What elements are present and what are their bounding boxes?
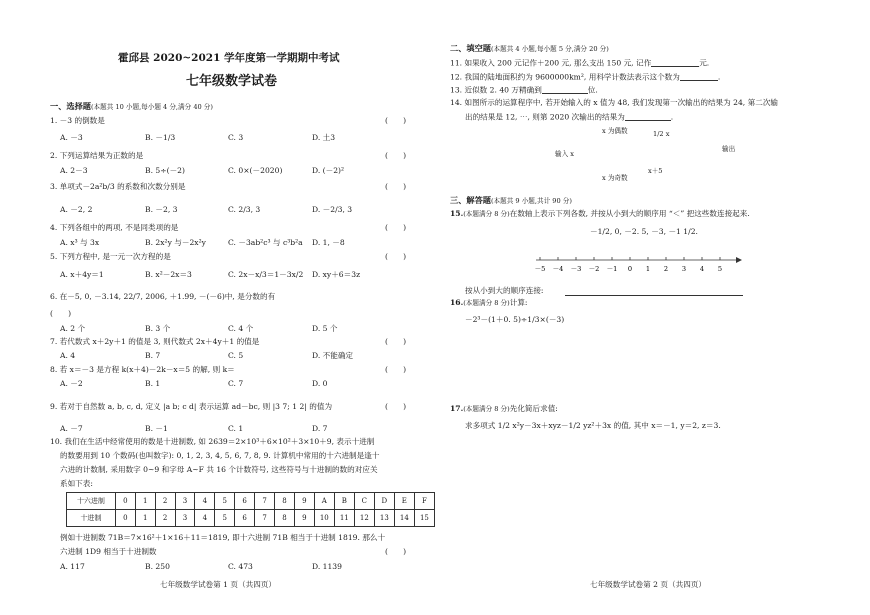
q4-option-a[interactable]: A. x³ 与 3x <box>60 238 100 247</box>
q3-option-c[interactable]: C. 2/3, 3 <box>228 205 261 214</box>
q7-option-c[interactable]: C. 5 <box>228 351 244 360</box>
q2-option-d[interactable]: D. (－2)² <box>312 166 345 175</box>
q8-option-c[interactable]: C. 7 <box>228 379 244 388</box>
hex-cell: 3 <box>175 493 195 510</box>
q4-option-c[interactable]: C. －3ab²c³ 与 c³b²a <box>228 238 303 247</box>
dec-cell: 3 <box>175 510 195 527</box>
question-7: 7. 若代数式 x＋2y＋1 的值是 3, 则代数式 2x＋4y＋1 的值是 <box>50 337 260 346</box>
question-10-line-1: 10. 我们在生活中经常使用的数是十进制数, 如 2639＝2×10³＋6×10²＋3×10＋9, 表示十进制 <box>50 437 375 446</box>
q12-text: 12. 我国的陆地面积约为 9600000km², 用科学计数法表示这个数为 <box>450 72 680 82</box>
dec-cell: 0 <box>115 510 135 527</box>
question-10-answer-paren[interactable]: ( ) <box>385 547 407 556</box>
q8-option-b[interactable]: B. 1 <box>145 379 161 388</box>
hex-cell: 6 <box>235 493 255 510</box>
q17-expression: 求多项式 1/2 x²y－3x＋xyz－1/2 yz²＋3x 的值, 其中 x＝－1, y＝2, z＝3. <box>465 421 721 430</box>
q17-note: (本题满分 8 分) <box>463 405 510 413</box>
question-7-answer-paren[interactable]: ( ) <box>385 337 407 346</box>
q5-option-d[interactable]: D. xy＋6＝3z <box>312 270 361 279</box>
question-10-line-5: 例如十进制数 71B＝7×16²＋1×16＋11＝1819, 即十六进制 71B 相当于十进制 1819. 那么十 <box>60 533 386 542</box>
dec-cell: 2 <box>155 510 175 527</box>
dec-cell: 6 <box>235 510 255 527</box>
hex-cell: 9 <box>294 493 314 510</box>
q5-option-c[interactable]: C. 2x－x/3＝1－3x/2 <box>228 270 304 279</box>
q3-option-a[interactable]: A. －2, 2 <box>60 205 93 214</box>
section-2-note: (本题共 4 小题,每小题 5 分,满分 20 分) <box>490 45 609 53</box>
hex-cell: E <box>394 493 414 510</box>
exam-subtitle: 七年级数学试卷 <box>186 74 278 89</box>
q7-option-b[interactable]: B. 7 <box>145 351 161 360</box>
dec-cell: 4 <box>195 510 215 527</box>
axis-tick-label: －5 <box>534 265 546 273</box>
axis-tick-label: 4 <box>699 265 705 273</box>
question-11 <box>450 59 709 67</box>
q6-option-c[interactable]: C. 4 个 <box>228 324 254 333</box>
q4-option-d[interactable]: D. 1, －8 <box>312 238 345 247</box>
section-3-note: (本题共 9 小题,共计 90 分) <box>490 197 572 205</box>
question-6: 6. 在－5, 0, －3.14, 22/7, 2006, ＋1.99, －(－6)中, 是分数的有 <box>50 292 276 301</box>
q1-option-d[interactable]: D. 土3 <box>312 133 336 142</box>
question-15 <box>450 210 750 218</box>
number-line-arrow <box>736 257 742 263</box>
q15-order-answer-line[interactable] <box>565 295 743 296</box>
q16-text: 计算: <box>509 298 528 307</box>
question-1-answer-paren[interactable]: ( ) <box>385 116 407 125</box>
axis-tick-label: 0 <box>627 265 633 273</box>
q9-option-d[interactable]: D. 7 <box>312 424 328 433</box>
question-10-line-3: 六进的计数制, 采用数字 0~9 和字母 A~F 共 16 个计数符号, 这些符号与十进制的数的对应关 <box>60 465 378 474</box>
q6-option-b[interactable]: B. 3 个 <box>145 324 171 333</box>
question-10-line-2: 的数要用到 10 个数码(也叫数字): 0, 1, 2, 3, 4, 5, 6, 7, 8, 9. 计算机中常用的十六进制是逢十 <box>60 451 380 460</box>
q1-option-c[interactable]: C. 3 <box>228 133 244 142</box>
q5-option-b[interactable]: B. x²－2x＝3 <box>145 270 192 279</box>
flow-even-label: x 为偶数 <box>602 127 628 135</box>
q12-answer-blank[interactable] <box>680 72 721 82</box>
axis-tick-label: 1 <box>645 265 651 273</box>
q16-note: (本题满分 8 分) <box>463 299 510 307</box>
question-17 <box>450 405 558 413</box>
question-4: 4. 下列各组中的两项, 不是同类项的是 <box>50 223 179 232</box>
q15-numbers: －1/2, 0, －2. 5, －3, －1 1/2. <box>590 227 698 236</box>
q8-option-a[interactable]: A. －2 <box>60 379 83 388</box>
axis-tick-label: －1 <box>606 265 618 273</box>
number-line-ticks <box>535 257 723 273</box>
flow-half-box: 1/2 x <box>653 130 670 138</box>
axis-tick-label: －3 <box>570 265 582 273</box>
question-16 <box>450 299 527 307</box>
flow-input-label: 输入 x <box>555 150 575 158</box>
q6-option-d[interactable]: D. 5 个 <box>312 324 338 333</box>
question-2: 2. 下列运算结果为正数的是 <box>50 151 144 160</box>
q17-text: 先化简后求值: <box>509 404 558 413</box>
hex-cell: 0 <box>115 493 135 510</box>
question-9: 9. 若对于自然数 a, b, c, d, 定义 |a b; c d| 表示运算 ad－bc, 则 |3 7; 1 2| 的值为 <box>50 402 333 411</box>
flow-odd-label: x 为奇数 <box>602 174 628 182</box>
hex-cell: 4 <box>195 493 215 510</box>
dec-row <box>67 510 435 527</box>
q14-end: . <box>670 112 674 122</box>
q9-option-b[interactable]: B. －1 <box>145 424 168 433</box>
q1-option-a[interactable]: A. －3 <box>60 133 83 142</box>
question-5-answer-paren[interactable]: ( ) <box>385 252 407 261</box>
flow-plus5-box: x＋5 <box>648 167 663 175</box>
hex-cell: 2 <box>155 493 175 510</box>
axis-tick-label: 5 <box>717 265 723 273</box>
question-3-answer-paren[interactable]: ( ) <box>385 182 407 191</box>
section-1-title: 一、选择题 <box>50 101 91 111</box>
hex-cell: A <box>314 493 334 510</box>
question-10-line-6: 六进制 1D9 相当于十进制数 <box>60 547 157 556</box>
dec-cell: 15 <box>414 510 434 527</box>
dec-cell: 9 <box>294 510 314 527</box>
question-2-answer-paren[interactable]: ( ) <box>385 151 407 160</box>
question-1: 1. －3 的倒数是 <box>50 116 105 125</box>
hex-row-label: 十六进制 <box>67 493 116 510</box>
question-10-line-4: 系如下表: <box>60 479 93 488</box>
q7-option-d[interactable]: D. 不能确定 <box>312 351 354 360</box>
dec-cell: 13 <box>374 510 394 527</box>
q13-text: 13. 近似数 2. 40 万精确到 <box>450 85 542 95</box>
q1-option-b[interactable]: B. －1/3 <box>145 133 176 142</box>
question-14-line-2 <box>465 113 673 121</box>
page-footer-2: 七年级数学试卷第 2 页（共四页） <box>590 580 706 589</box>
axis-tick-label: 2 <box>663 265 669 273</box>
hex-cell: 1 <box>135 493 155 510</box>
q15-note: (本题满分 8 分) <box>463 210 510 218</box>
question-14-line-1: 14. 如图所示的运算程序中, 若开始输入的 x 值为 48, 我们发现第一次输出的结果为 24, 第二次输 <box>450 98 779 107</box>
section-1-header <box>50 102 213 111</box>
q16-expression: －2³－(1＋0. 5)÷1/3×(－3) <box>465 315 565 324</box>
section-3-header <box>450 196 572 205</box>
dec-cell: 8 <box>275 510 295 527</box>
q2-option-c[interactable]: C. 0×(－2020) <box>228 166 283 175</box>
q8-option-d[interactable]: D. 0 <box>312 379 328 388</box>
question-4-answer-paren[interactable]: ( ) <box>385 223 407 232</box>
q7-option-a[interactable]: A. 4 <box>60 351 76 360</box>
question-3: 3. 单项式－2a²b/3 的系数和次数分别是 <box>50 182 186 191</box>
section-2-title: 二、填空题 <box>450 43 491 53</box>
q10-option-c[interactable]: C. 473 <box>228 562 253 571</box>
hex-cell: 8 <box>275 493 295 510</box>
q3-option-d[interactable]: D. －2/3, 3 <box>312 205 353 214</box>
hex-row <box>67 493 435 510</box>
q15-number: 15. <box>450 209 464 218</box>
dec-row-label: 十进制 <box>67 510 116 527</box>
q13-answer-blank[interactable] <box>542 86 588 94</box>
number-line[interactable] <box>530 254 750 280</box>
hex-cell: 7 <box>255 493 275 510</box>
axis-tick-label: －2 <box>588 265 600 273</box>
q14-text: 出的结果是 12, ⋯, 则第 2020 次输出的结果为 <box>465 112 625 122</box>
question-8-answer-paren[interactable]: ( ) <box>385 365 407 374</box>
q5-option-a[interactable]: A. x＋4y＝1 <box>60 270 104 279</box>
q15-text: 在数轴上表示下列各数, 并按从小到大的顺序用 “＜” 把这些数连接起来. <box>509 209 750 218</box>
section-3-title: 三、解答题 <box>450 195 491 205</box>
q16-number: 16. <box>450 298 464 307</box>
section-1-note: (本题共 10 小题,每小题 4 分,满分 40 分) <box>90 103 213 111</box>
q15-order-label: 按从小到大的顺序连接: <box>465 286 544 295</box>
flow-output-label: 输出 <box>722 145 736 153</box>
dec-cell: 12 <box>354 510 374 527</box>
question-9-answer-paren[interactable]: ( ) <box>385 402 407 411</box>
section-2-header <box>450 44 609 53</box>
page-footer-1: 七年级数学试卷第 1 页（共四页） <box>160 580 276 589</box>
hex-cell: F <box>414 493 434 510</box>
axis-tick-label: －4 <box>552 265 564 273</box>
q6-option-a[interactable]: A. 2 个 <box>60 324 86 333</box>
question-5: 5. 下列方程中, 是一元一次方程的是 <box>50 252 171 261</box>
q10-option-a[interactable]: A. 117 <box>60 562 85 571</box>
q12-end: . <box>717 72 721 82</box>
axis-tick-label: 3 <box>681 265 687 273</box>
question-12 <box>450 73 720 81</box>
q9-option-c[interactable]: C. 1 <box>228 424 244 433</box>
q17-number: 17. <box>450 404 464 413</box>
q11-text: 11. 如果收入 200 元记作＋200 元, 那么支出 150 元, 记作 <box>450 58 652 68</box>
q2-option-b[interactable]: B. 5÷(－2) <box>145 166 185 175</box>
question-6-answer-paren[interactable]: ( ) <box>50 309 72 318</box>
hex-cell: D <box>374 493 394 510</box>
right-page <box>440 0 870 615</box>
question-13 <box>450 86 598 94</box>
dec-cell: 10 <box>314 510 334 527</box>
q14-answer-blank[interactable] <box>625 112 674 122</box>
dec-cell: 5 <box>215 510 235 527</box>
exam-title: 霍邱县 2020~2021 学年度第一学期期中考试 <box>118 52 340 64</box>
q2-option-a[interactable]: A. 2－3 <box>60 166 88 175</box>
hex-cell: 5 <box>215 493 235 510</box>
q11-unit: 元. <box>699 58 710 68</box>
q11-answer-blank[interactable] <box>651 59 699 67</box>
dec-cell: 14 <box>394 510 414 527</box>
question-8: 8. 若 x＝－3 是方程 k(x＋4)－2k－x＝5 的解, 则 k＝ <box>50 365 235 374</box>
hex-decimal-table <box>66 492 435 527</box>
q3-option-b[interactable]: B. －2, 3 <box>145 205 178 214</box>
dec-cell: 11 <box>334 510 354 527</box>
q10-option-d[interactable]: D. 1139 <box>312 562 342 571</box>
q4-option-b[interactable]: B. 2x²y 与－2x²y <box>145 238 206 247</box>
q10-option-b[interactable]: B. 250 <box>145 562 170 571</box>
dec-cell: 7 <box>255 510 275 527</box>
dec-cell: 1 <box>135 510 155 527</box>
q13-end: 位. <box>587 85 598 95</box>
q9-option-a[interactable]: A. －7 <box>60 424 83 433</box>
hex-cell: C <box>354 493 374 510</box>
hex-cell: B <box>334 493 354 510</box>
